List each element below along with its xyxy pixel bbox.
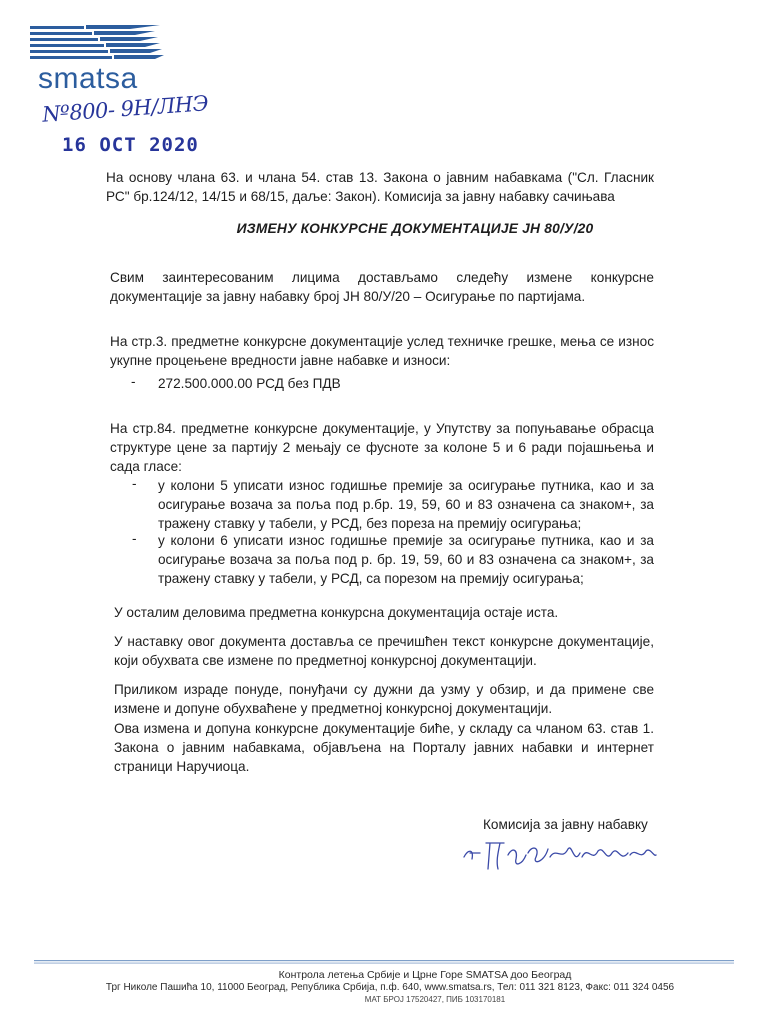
footer-address: Трг Николе Пашића 10, 11000 Београд, Република Србија, п.ф. 640, www.smatsa.rs, Тел: 011 321 8123, Факс: 011 324 0456	[105, 982, 675, 993]
stamp-registration-number: Nº800- 9Н/ЛНЭ	[41, 91, 209, 127]
paragraph-consolidated-text: У наставку овог документа доставља се пречишћен текст конкурсне документације, који обухвата све измене по предметној конкурсној документацији.	[114, 634, 654, 668]
bullet-estimated-value: 272.500.000.00 РСД без ПДВ	[158, 376, 341, 391]
paragraph-footnotes: На стр.84. предметне конкурсне документације, у Упутству за попуњавање обрасца структуре цене за партију 2 мењају се фусноте за колоне 5 и 6 ради појашњења и сада гласе:	[110, 421, 654, 474]
bullet-dash: -	[132, 476, 137, 491]
footer-company-name: Контрола летења Србије и Црне Горе SMATSA доо Београд	[278, 969, 572, 981]
bullet-column-5: у колони 5 уписати износ годишње премије за осигурање путника, као и за осигурање возача за поља под р.бр. 19, 59, 60 и 83 означена са знаком+, за тражену ставку у табели, у РСД, без пореза на премију осигурања;	[158, 478, 654, 531]
paragraph-recipients: Свим заинтересованим лицима достављамо следећу измене конкурсне документације за јавну набавку број ЈН 80/У/20 – Осигурање по партијама.	[110, 270, 654, 304]
paragraph-estimated-value: На стр.3. предметне конкурсне документације услед техничке грешке, мења се износ укупне процењене вредности јавне набавке и износи:	[110, 334, 654, 368]
paragraph-remaining-parts: У осталим деловима предметна конкурсна документација остаје иста.	[114, 605, 559, 620]
intro-paragraph: На основу члана 63. и члана 54. став 13. Закона о јавним набавкама ("Сл. Гласник РС" бр.124/12, 14/15 и 68/15, даље: Закон). Комисија за јавну набавку сачињава	[106, 170, 654, 204]
signature-committee-label: Комисија за јавну набавку	[483, 817, 648, 832]
document-title: ИЗМЕНУ КОНКУРСНЕ ДОКУМЕНТАЦИЈЕ ЈН 80/У/20	[236, 221, 594, 236]
bullet-dash: -	[132, 531, 137, 546]
logo-wordmark: smatsa	[38, 62, 138, 95]
footer-decorative-band	[34, 958, 734, 966]
bullet-column-6: у колони 6 уписати износ годишње премије за осигурање путника, као и за осигурање возача за поља под р. бр. 19, 59, 60 и 83 означена са знаком+, за тражену ставку у табели, у РСД, са порезом на премију осигурања;	[158, 533, 654, 586]
paragraph-bidders: Приликом израде понуде, понуђачи су дужни да узму у обзир, и да примене све измене и допуне обухваћене у предметној конкурсној документацији.	[114, 682, 654, 716]
footer-registration: МАТ БРОЈ 17520427, ПИБ 103170181	[364, 995, 506, 1004]
paragraph-publication: Ова измена и допуна конкурсне документације биће, у складу са чланом 63. став 1. Закона о јавним набавкама, објављена на Порталу јавних набавки и интернет страници Наручиоца.	[114, 721, 654, 774]
handwritten-signature	[460, 835, 660, 875]
stamp-date: 16 OCT 2020	[62, 134, 199, 156]
bullet-dash: -	[131, 374, 136, 389]
